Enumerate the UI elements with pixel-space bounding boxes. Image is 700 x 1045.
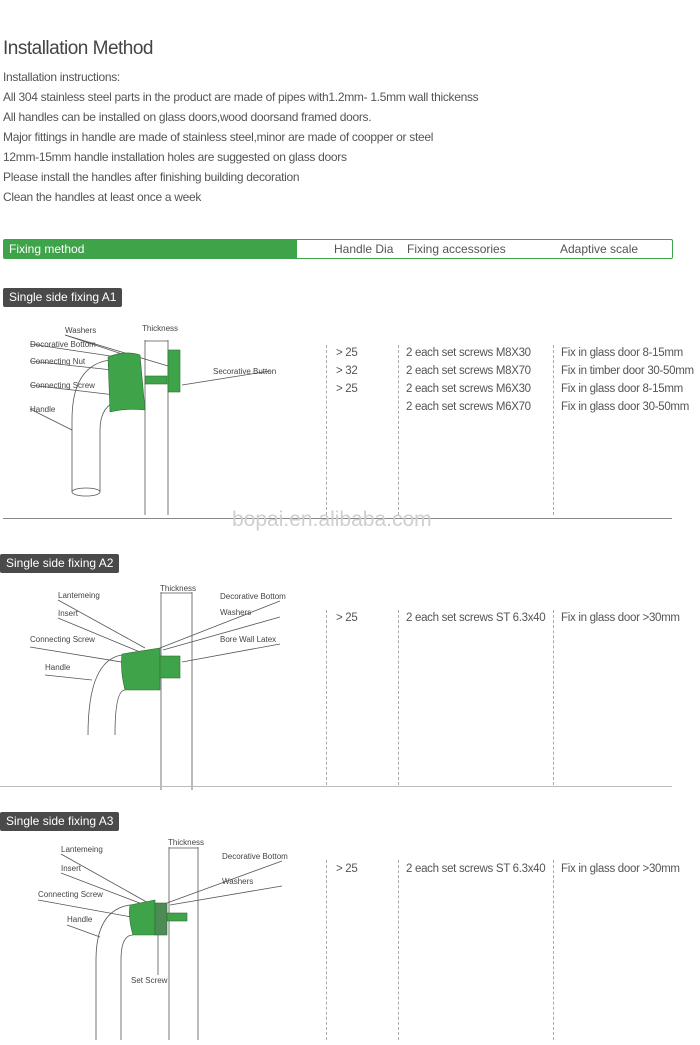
instruction-line: All handles can be installed on glass doors,wood doorsand framed doors. — [3, 110, 372, 124]
header-handle-dia: Handle Dia — [334, 242, 394, 256]
cell-accessories: 2 each set screws ST 6.3x40 — [406, 612, 546, 624]
cell-dia: > 25 — [336, 347, 358, 359]
diagram-label: Lantemeing — [58, 591, 100, 600]
header-adaptive-scale: Adaptive scale — [560, 242, 639, 256]
header-fixing-method: Fixing method — [9, 242, 85, 256]
diagram-label: Connecting Nut — [30, 357, 86, 366]
column-divider — [553, 345, 554, 515]
cell-scale: Fix in timber door 30-50mm — [561, 365, 694, 377]
cell-dia: > 32 — [336, 365, 358, 377]
cell-dia: > 25 — [336, 612, 358, 624]
column-divider — [553, 860, 554, 1040]
diagram-label: Thickness — [168, 838, 205, 847]
diagram-label: Decorative Bottom — [222, 852, 288, 861]
diagram-label: Connecting Screw — [30, 635, 95, 644]
column-divider — [398, 860, 399, 1040]
watermark: bopai.en.alibaba.com — [232, 508, 432, 531]
cell-scale: Fix in glass door >30mm — [561, 612, 680, 624]
diagram-label: Thickness — [160, 584, 197, 593]
diagram-label: Decorative Bottom — [220, 592, 286, 601]
header-fixing-accessories: Fixing accessories — [407, 242, 506, 256]
diagram-label: Set Screw — [131, 976, 168, 985]
cell-accessories: 2 each set screws M8X30 — [406, 347, 531, 359]
cell-accessories: 2 each set screws ST 6.3x40 — [406, 863, 546, 875]
cell-dia: > 25 — [336, 383, 358, 395]
diagram-label: Insert — [58, 609, 79, 618]
diagram-label: Handle — [30, 405, 56, 414]
diagram-label: Handle — [45, 663, 71, 672]
instruction-line: Major fittings in handle are made of stainless steel,minor are made of coopper or steel — [3, 130, 434, 144]
diagram-label: Washers — [222, 877, 254, 886]
cell-dia: > 25 — [336, 863, 358, 875]
instructions-heading: Installation instructions: — [3, 70, 120, 84]
cell-scale: Fix in glass door 30-50mm — [561, 401, 689, 413]
cell-accessories: 2 each set screws M6X70 — [406, 401, 531, 413]
diagram-label: Washers — [220, 608, 252, 617]
column-divider — [398, 345, 399, 515]
section-divider — [0, 786, 672, 787]
diagram-label: Lantemeing — [61, 845, 103, 854]
diagram-label: Washers — [65, 326, 97, 335]
cell-accessories: 2 each set screws M6X30 — [406, 383, 531, 395]
diagram-label: Handle — [67, 915, 93, 924]
page-title: Installation Method — [3, 38, 153, 59]
diagram-label: Decorative Bottom — [30, 340, 96, 349]
cell-scale: Fix in glass door >30mm — [561, 863, 680, 875]
diagram-label: Connecting Screw — [38, 890, 103, 899]
diagram-label: Bore Wall Latex — [220, 635, 277, 644]
column-divider — [398, 610, 399, 785]
cell-scale: Fix in glass door 8-15mm — [561, 347, 683, 359]
diagram-label: Insert — [61, 864, 82, 873]
instruction-line: All 304 stainless steel parts in the product are made of pipes with1.2mm- 1.5mm wall thickenss — [3, 90, 479, 104]
column-divider — [553, 610, 554, 785]
section-badge-a2: Single side fixing A2 — [0, 554, 119, 573]
diagram-label: Connecting Screw — [30, 381, 95, 390]
section-badge-a3: Single side fixing A3 — [0, 812, 119, 831]
diagram-label: Secorative Button — [213, 367, 277, 376]
section-badge-a1: Single side fixing A1 — [3, 288, 122, 307]
cell-accessories: 2 each set screws M8X70 — [406, 365, 531, 377]
cell-scale: Fix in glass door 8-15mm — [561, 383, 683, 395]
column-divider — [326, 610, 327, 785]
instruction-line: Clean the handles at least once a week — [3, 190, 202, 204]
column-divider — [326, 860, 327, 1040]
column-divider — [326, 345, 327, 515]
instruction-line: 12mm-15mm handle installation holes are suggested on glass doors — [3, 150, 347, 164]
diagram-label: Thickness — [142, 324, 179, 333]
instruction-line: Please install the handles after finishing building decoration — [3, 170, 300, 184]
